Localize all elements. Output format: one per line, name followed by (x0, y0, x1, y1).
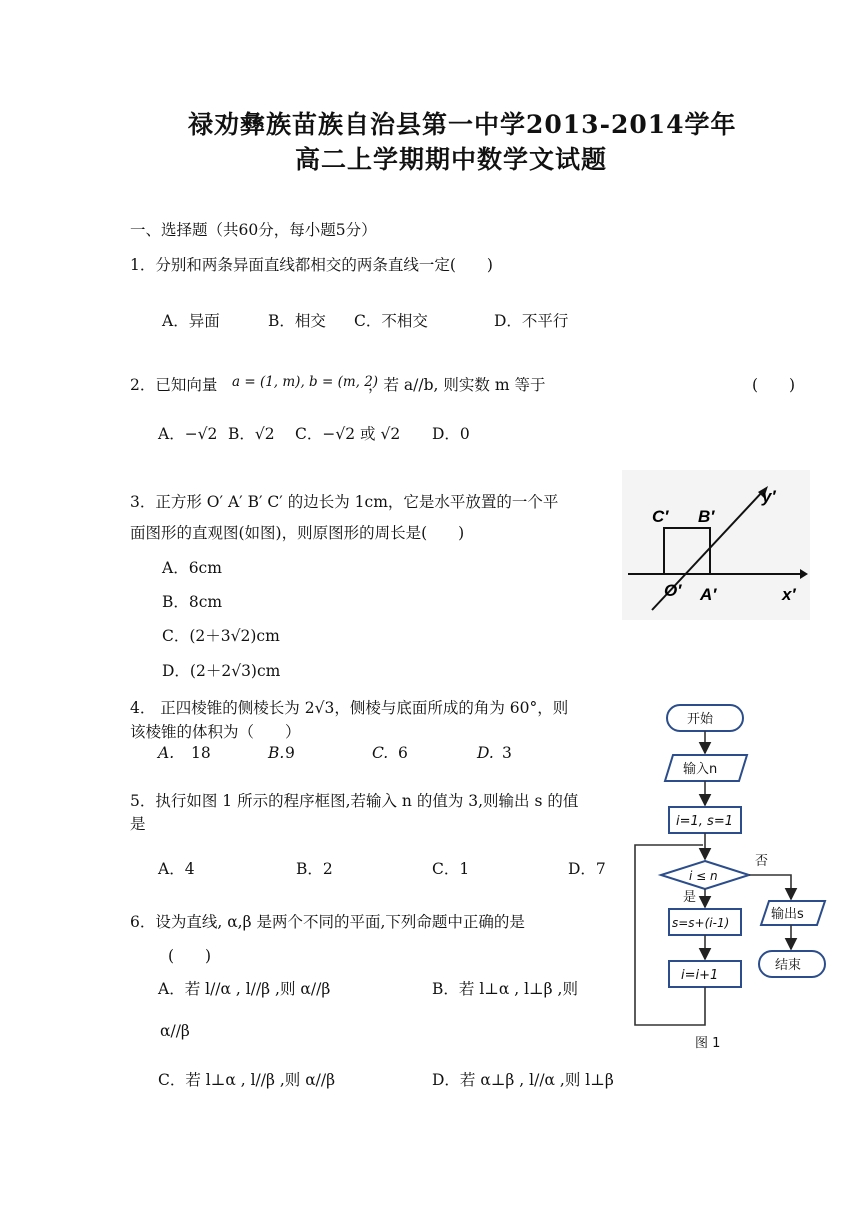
q3-option-a: A．6cm (162, 559, 222, 577)
q6-option-b-cont: α//β (160, 1022, 190, 1040)
q3-line-1: 3．正方形 O′ A′ B′ C′ 的边长为 1cm，它是水平放置的一个平 (130, 493, 559, 511)
q5-option-c: C．1 (432, 860, 470, 878)
q1-option-d: D．不平行 (494, 312, 569, 330)
flow-start-text: 开始 (687, 712, 714, 727)
q6-option-c: C．若 l⊥α , l//β ,则 α//β (158, 1071, 336, 1089)
q4-option-d-value: 3 (502, 744, 512, 762)
flow-input-text: 输入n (683, 762, 718, 777)
q1-option-a: A．异面 (162, 312, 220, 330)
q1-option-c: C．不相交 (354, 312, 428, 330)
q2-stem-pre: 2．已知向量 (130, 376, 218, 394)
q3-line-2: 面图形的直观图(如图)，则原图形的周长是( ) (130, 524, 465, 542)
q4-option-b-label: B. (268, 744, 285, 762)
flow-caption: 图 1 (695, 1036, 721, 1051)
q3-square-figure (622, 470, 810, 620)
flow-cond-text: i ≤ n (689, 869, 718, 883)
q2-stem-post: ，若 a//b, 则实数 m 等于 (368, 376, 546, 394)
q3-option-d: D．(2＋2√3)cm (162, 662, 281, 680)
label-c: C′ (652, 507, 669, 526)
q6-line-1: 6．设为直线, α,β 是两个不同的平面,下列命题中正确的是 (130, 913, 525, 931)
q2-option-b: B．√2 (228, 425, 275, 443)
q4-option-c-value: 6 (398, 744, 408, 762)
q3-option-c: C．(2＋3√2)cm (162, 627, 280, 645)
q2-answer-paren: ( ) (752, 376, 796, 394)
flow-yes-text: 是 (683, 890, 697, 905)
flow-update-s-text: s=s+(i-1) (672, 916, 730, 930)
q6-option-a: A．若 l//α , l//β ,则 α//β (158, 980, 331, 998)
q5-line-1: 5．执行如图 1 所示的程序框图,若输入 n 的值为 3,则输出 s 的值 (130, 792, 579, 810)
flowchart-figure (625, 695, 835, 1055)
title-line-1: 禄劝彝族苗族自治县第一中学2013-2014学年 (188, 110, 737, 139)
q4-option-d-label: D. (477, 744, 494, 762)
q4-line-2: 该棱锥的体积为（ ） (130, 723, 301, 741)
q2-option-d: D．0 (432, 425, 470, 443)
q6-option-b: B．若 l⊥α , l⊥β ,则 (432, 980, 578, 998)
q2-option-c: C．−√2 或 √2 (295, 425, 401, 443)
q5-line-2: 是 (130, 815, 146, 833)
q4-option-a-label: A. (158, 744, 175, 762)
flow-output-text: 输出s (771, 907, 804, 922)
q5-option-a: A．4 (158, 860, 195, 878)
q4-option-a-value: 18 (191, 744, 211, 762)
flow-update-i-text: i=i+1 (681, 968, 719, 983)
q2-option-a: A．−√2 (158, 425, 218, 443)
label-x: x′ (782, 585, 796, 604)
q6-option-d: D．若 α⊥β , l//α ,则 l⊥β (432, 1071, 614, 1089)
q5-option-d: D．7 (568, 860, 606, 878)
q5-option-b: B．2 (296, 860, 333, 878)
q4-option-c-label: C. (372, 744, 389, 762)
flow-no-branch (749, 875, 791, 899)
q4-line-1: 4． 正四棱锥的侧棱长为 2√3，侧棱与底面所成的角为 60°，则 (130, 699, 569, 717)
q6-answer-paren: ( ) (168, 947, 212, 965)
q1-stem: 1．分别和两条异面直线都相交的两条直线一定( ) (130, 256, 493, 274)
label-y: y′ (762, 487, 776, 506)
section-heading: 一、选择题（共60分，每小题5分） (130, 221, 377, 239)
label-o: O′ (664, 581, 682, 600)
label-b: B′ (698, 507, 715, 526)
q4-option-b-value: 9 (285, 744, 295, 762)
q1-option-b: B．相交 (268, 312, 326, 330)
label-a: A′ (700, 585, 717, 604)
q3-option-b: B．8cm (162, 593, 223, 611)
q2-formula: a = (1, m), b = (m, 2) (232, 374, 379, 390)
flow-no-text: 否 (755, 854, 769, 869)
title-line-2: 高二上学期期中数学文试题 (295, 145, 608, 174)
flow-init-text: i=1, s=1 (676, 814, 733, 829)
flow-end-text: 结束 (775, 958, 802, 973)
